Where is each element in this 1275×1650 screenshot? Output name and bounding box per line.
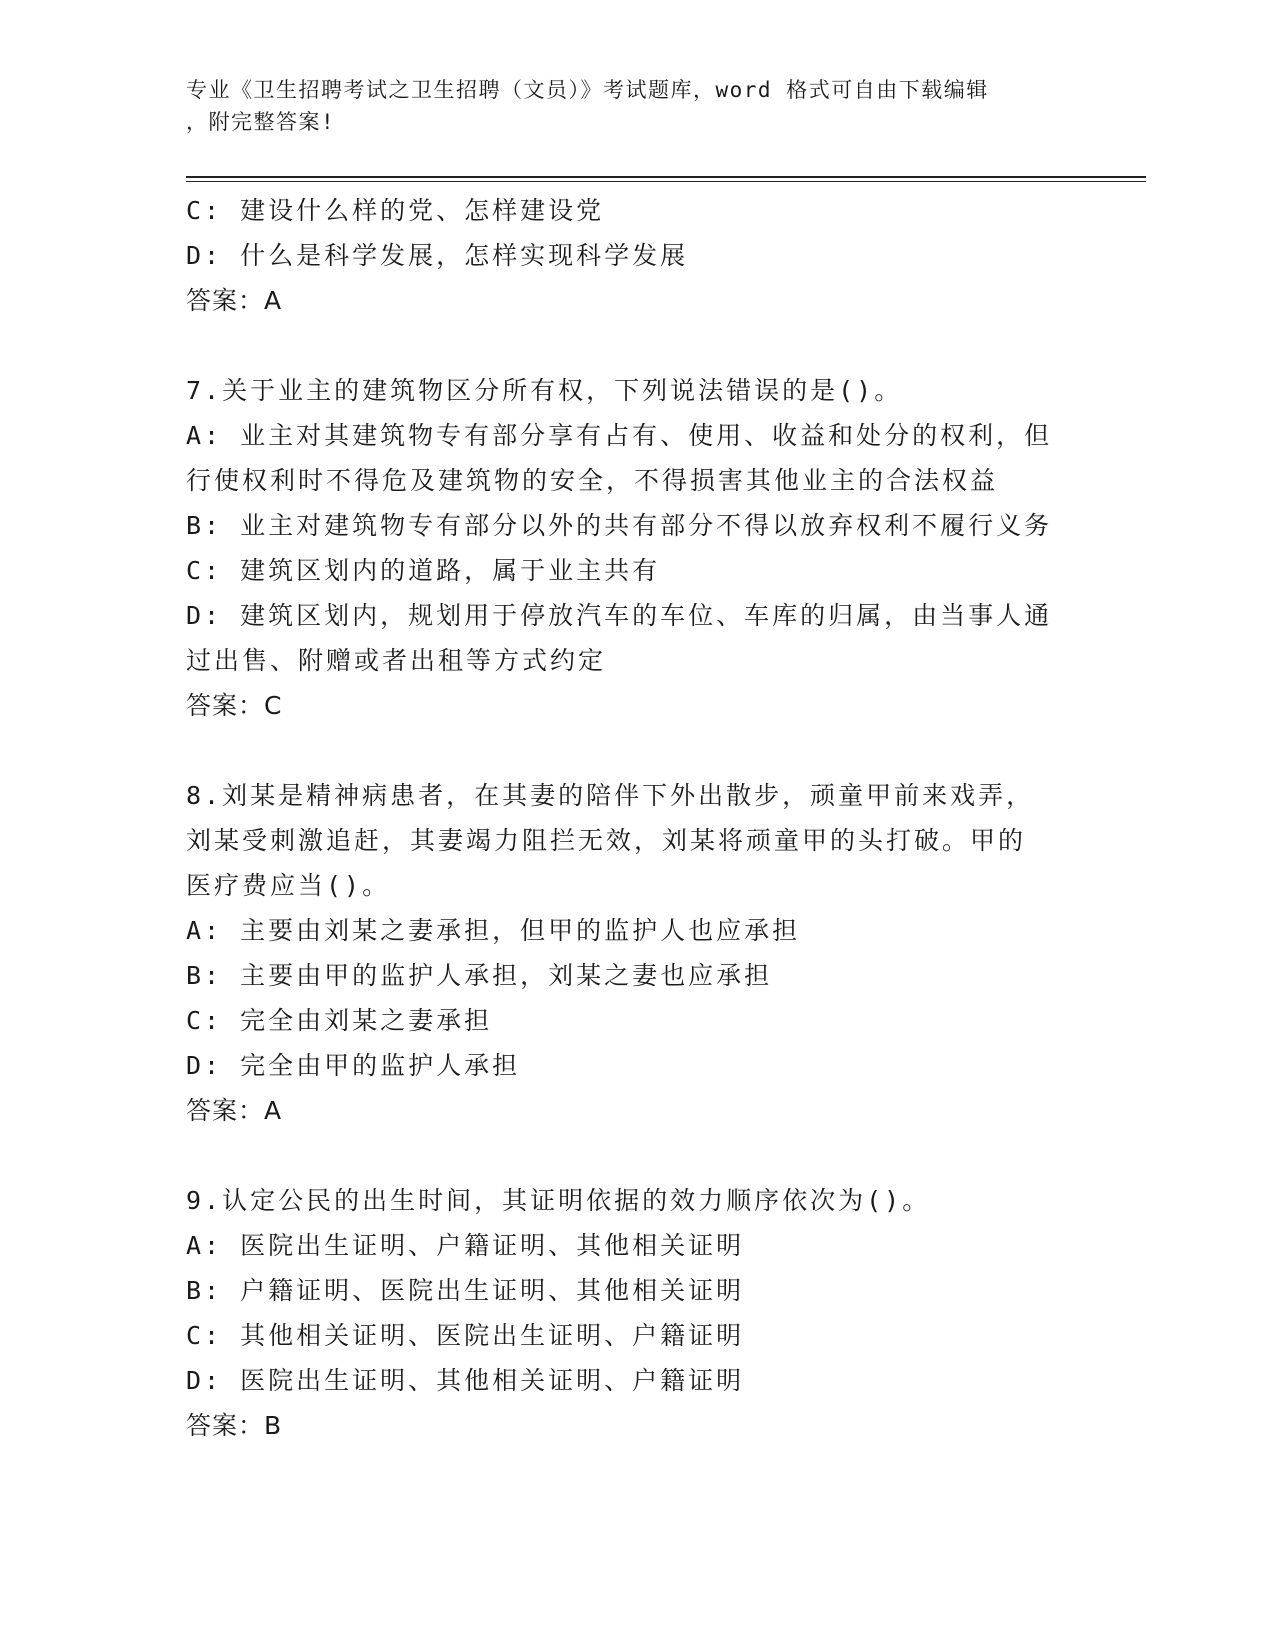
option-c: C: 完全由刘某之妻承担 (186, 1006, 493, 1035)
header-title-line-2: ，附完整答案! (186, 110, 336, 134)
answer: 答案：B (186, 1411, 283, 1440)
spacer (186, 728, 1066, 773)
header-divider-thin (186, 181, 1146, 182)
answer: 答案：C (186, 691, 283, 720)
previous-question-block (186, 188, 1066, 323)
question-stem-line-3: 医疗费应当()。 (186, 871, 391, 900)
option-a: A: 主要由刘某之妻承担，但甲的监护人也应承担 (186, 916, 801, 945)
option-c: C: 建设什么样的党、怎样建设党 (186, 196, 605, 225)
header-divider-thick (186, 176, 1146, 178)
option-b: B: 主要由甲的监护人承担，刘某之妻也应承担 (186, 961, 773, 990)
header-title-line-1: 专业《卫生招聘考试之卫生招聘（文员）》考试题库，word 格式可自由下载编辑 (186, 78, 989, 102)
document-header (186, 74, 1066, 138)
option-d: D: 医院出生证明、其他相关证明、户籍证明 (186, 1366, 745, 1395)
question-7 (186, 368, 1066, 728)
question-8 (186, 773, 1066, 1133)
option-a: A: 医院出生证明、户籍证明、其他相关证明 (186, 1231, 745, 1260)
question-stem-line-2: 刘某受刺激追赶，其妻竭力阻拦无效，刘某将顽童甲的头打破。甲的 (186, 826, 1027, 855)
option-a-line-1: A: 业主对其建筑物专有部分享有占有、使用、收益和处分的权利，但 (186, 421, 1053, 450)
question-content (186, 188, 1066, 1448)
option-d: D: 什么是科学发展，怎样实现科学发展 (186, 241, 689, 270)
option-d-line-1: D: 建筑区划内，规划用于停放汽车的车位、车库的归属，由当事人通 (186, 601, 1053, 630)
option-b: B: 业主对建筑物专有部分以外的共有部分不得以放弃权利不履行义务 (186, 511, 1053, 540)
option-b: B: 户籍证明、医院出生证明、其他相关证明 (186, 1276, 745, 1305)
question-stem: 9.认定公民的出生时间，其证明依据的效力顺序依次为()。 (186, 1186, 931, 1215)
spacer (186, 323, 1066, 368)
question-stem: 7.关于业主的建筑物区分所有权，下列说法错误的是()。 (186, 376, 903, 405)
question-9 (186, 1178, 1066, 1448)
option-d-line-2: 过出售、附赠或者出租等方式约定 (186, 646, 607, 675)
answer: 答案：A (186, 286, 283, 315)
spacer (186, 1133, 1066, 1178)
option-c: C: 其他相关证明、医院出生证明、户籍证明 (186, 1321, 745, 1350)
option-d: D: 完全由甲的监护人承担 (186, 1051, 521, 1080)
option-a-line-2: 行使权利时不得危及建筑物的安全，不得损害其他业主的合法权益 (186, 466, 999, 495)
question-stem-line-1: 8.刘某是精神病患者，在其妻的陪伴下外出散步，顽童甲前来戏弄， (186, 781, 1035, 810)
answer: 答案：A (186, 1096, 283, 1125)
option-c: C: 建筑区划内的道路，属于业主共有 (186, 556, 661, 585)
